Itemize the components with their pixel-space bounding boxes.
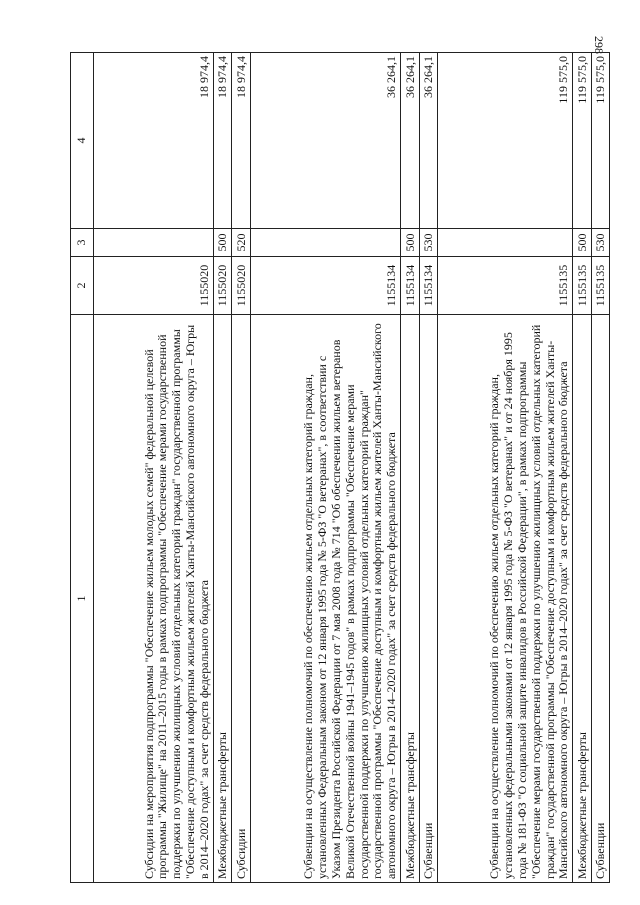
table-row <box>401 53 419 883</box>
table-row <box>437 53 573 883</box>
row-amount: 36 264,1 <box>401 53 419 229</box>
page-number: 298 <box>592 36 606 54</box>
table-row <box>419 53 437 883</box>
row-name: Субвенции <box>591 315 609 883</box>
row-group: 500 <box>573 229 591 257</box>
row-group: 500 <box>214 229 232 257</box>
row-name: Субсидии <box>232 315 250 883</box>
budget-table-rotated <box>70 53 610 883</box>
row-name: Субсидии на мероприятия подпрограммы "Обеспечение жильем молодых семей" федеральной целевой программы "Жилище" на 2011–2015 годы в рамках подпрограммы "Обеспечение мерами государственной поддержки по улучшению жилищных условий отдельных категорий граждан" государственной программы "Обеспечение доступным и комфортным жильем жителей Ханты-Мансийского автономного округа – Югры в 2014–2020 годах" за счет средств федерального бюджета <box>93 315 213 883</box>
row-code: 1155135 <box>573 257 591 315</box>
header-col-2: 2 <box>71 257 94 315</box>
row-group: 500 <box>401 229 419 257</box>
row-amount: 18 974,4 <box>232 53 250 229</box>
row-amount: 36 264,1 <box>419 53 437 229</box>
table-row <box>93 53 213 883</box>
row-name: Субвенции <box>419 315 437 883</box>
row-code: 1155020 <box>232 257 250 315</box>
row-amount: 18 974,4 <box>214 53 232 229</box>
row-name: Межбюджетные трансферты <box>214 315 232 883</box>
table-row <box>214 53 232 883</box>
row-code: 1155134 <box>250 257 401 315</box>
table-row <box>573 53 591 883</box>
table-row <box>250 53 401 883</box>
row-code: 1155135 <box>437 257 573 315</box>
row-group <box>93 229 213 257</box>
row-code: 1155020 <box>93 257 213 315</box>
row-group <box>250 229 401 257</box>
table-header-row <box>71 53 94 883</box>
row-amount: 119 575,0 <box>437 53 573 229</box>
row-amount: 119 575,0 <box>591 53 609 229</box>
row-group: 530 <box>419 229 437 257</box>
header-col-3: 3 <box>71 229 94 257</box>
row-name: Субвенции на осуществление полномочий по обеспечению жильем отдельных категорий граждан, установленных Федеральным законом от 12 января 1995 года № 5-ФЗ "О ветеранах", в соответствии с Указом Президента Российской Федерации от 7 мая 2008 года № 714 "Об обеспечении жильем ветеранов Великой Отечественной войны 1941–1945 годов" в рамках подпрограммы "Обеспечение мерами государственной поддержки по улучшению жилищных условий отдельных категорий граждан" государственной программы "Обеспечение доступным и комфортным жильем жителей Ханты-Мансийского автономного округа – Югры в 2014–2020 годах" за счет средств федерального бюджета <box>250 315 401 883</box>
row-group: 530 <box>591 229 609 257</box>
row-group: 520 <box>232 229 250 257</box>
row-code: 1155134 <box>401 257 419 315</box>
row-name: Межбюджетные трансферты <box>573 315 591 883</box>
row-name: Субвенции на осуществление полномочий по обеспечению жильем отдельных категорий граждан, установленных федеральными законами от 12 января 1995 года № 5-ФЗ "О ветеранах" и от 24 ноября 1995 года № 181-ФЗ "О социальной защите инвалидов в Российской Федерации", в рамках подпрограммы "Обеспечение мерами государственной поддержки по улучшению жилищных условий отдельных категорий граждан" государственной программы "Обеспечение доступным и комфортным жильем жителей Ханты-Мансийского автономного округа – Югры в 2014–2020 годах" за счет средств федерального бюджета <box>437 315 573 883</box>
header-col-1: 1 <box>71 315 94 883</box>
row-name: Межбюджетные трансферты <box>401 315 419 883</box>
header-col-4: 4 <box>71 53 94 229</box>
row-amount: 36 264,1 <box>250 53 401 229</box>
row-amount: 18 974,4 <box>93 53 213 229</box>
row-code: 1155135 <box>591 257 609 315</box>
budget-table <box>70 52 610 883</box>
table-row <box>591 53 609 883</box>
table-row <box>232 53 250 883</box>
row-group <box>437 229 573 257</box>
row-code: 1155134 <box>419 257 437 315</box>
row-amount: 119 575,0 <box>573 53 591 229</box>
row-code: 1155020 <box>214 257 232 315</box>
